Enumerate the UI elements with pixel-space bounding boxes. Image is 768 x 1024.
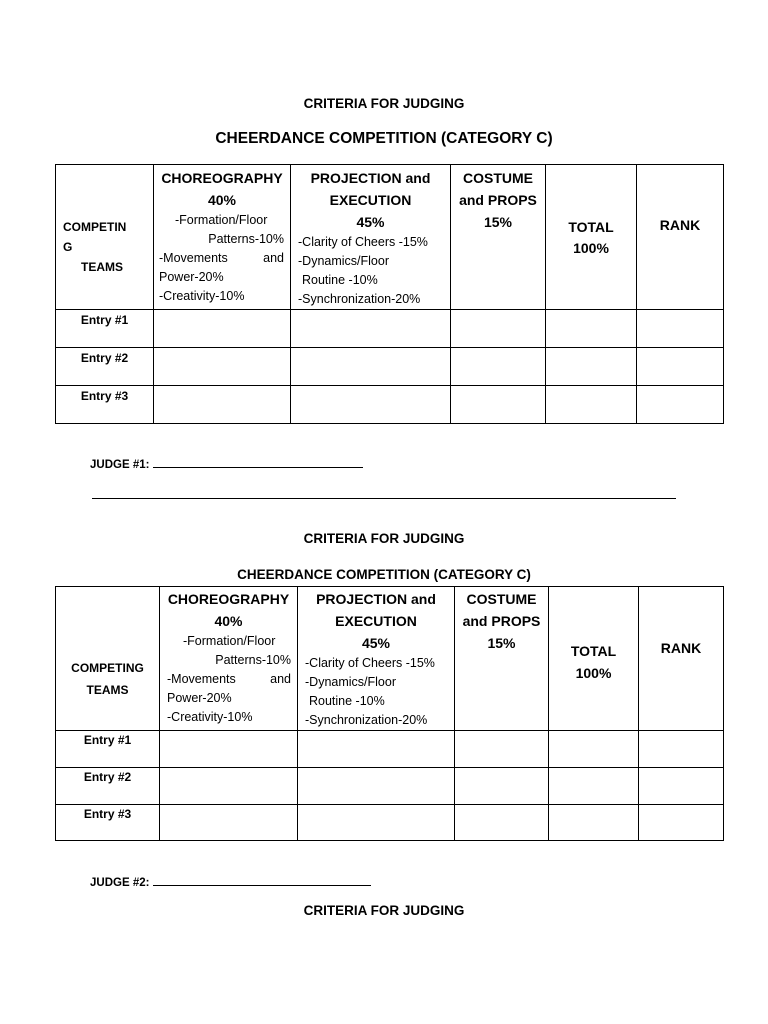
table-row xyxy=(56,731,724,768)
projection-title: PROJECTION and xyxy=(316,591,436,607)
rank-title: RANK xyxy=(660,640,702,656)
entry-label: Entry #1 xyxy=(56,731,160,768)
score-cell[interactable] xyxy=(154,348,291,386)
choreography-item: Patterns-10% xyxy=(215,653,291,667)
choreography-item: and xyxy=(263,251,284,265)
costume-title: COSTUME xyxy=(463,170,533,186)
choreography-header xyxy=(154,165,291,310)
projection-item: Routine -10% xyxy=(309,694,385,708)
competing-label-line2: TEAMS xyxy=(86,683,129,697)
choreography-title: CHOREOGRAPHY xyxy=(161,170,283,186)
score-cell[interactable] xyxy=(455,768,549,805)
choreography-weight: 40% xyxy=(214,613,243,629)
projection-header xyxy=(298,587,455,731)
total-header xyxy=(546,165,637,310)
choreography-item: -Formation/Floor xyxy=(183,634,276,648)
competing-label-line1: COMPETIN xyxy=(63,220,127,234)
choreography-item: Power-20% xyxy=(167,691,232,705)
total-title: TOTAL xyxy=(568,219,614,235)
choreography-item: Power-20% xyxy=(159,270,224,284)
score-cell[interactable] xyxy=(291,310,451,348)
entry-label: Entry #3 xyxy=(56,386,154,424)
choreography-item: -Formation/Floor xyxy=(175,213,268,227)
projection-weight: 45% xyxy=(356,214,385,230)
choreography-item: -Movements xyxy=(159,251,228,265)
judge-1-signature-line[interactable] xyxy=(90,456,363,471)
score-cell[interactable] xyxy=(637,348,724,386)
score-cell[interactable] xyxy=(154,386,291,424)
rank-header xyxy=(639,587,724,731)
costume-title: and PROPS xyxy=(462,613,541,629)
score-cell[interactable] xyxy=(291,386,451,424)
score-cell[interactable] xyxy=(639,731,724,768)
entry-label: Entry #2 xyxy=(56,348,154,386)
projection-item: -Clarity of Cheers -15% xyxy=(305,656,435,670)
costume-header xyxy=(455,587,549,731)
total-weight: 100% xyxy=(573,240,609,256)
projection-header xyxy=(291,165,451,310)
choreography-item: -Movements xyxy=(167,672,236,686)
projection-title: EXECUTION xyxy=(329,192,412,208)
section1-subheading: CHEERDANCE COMPETITION (CATEGORY C) xyxy=(215,130,553,147)
score-cell[interactable] xyxy=(451,310,546,348)
choreography-item: Patterns-10% xyxy=(208,232,284,246)
judge-1-label: JUDGE #1: xyxy=(90,459,150,471)
projection-item: -Clarity of Cheers -15% xyxy=(298,235,428,249)
score-cell[interactable] xyxy=(298,768,455,805)
projection-item: Routine -10% xyxy=(302,273,378,287)
rank-title: RANK xyxy=(659,217,701,233)
score-cell[interactable] xyxy=(639,768,724,805)
total-weight: 100% xyxy=(575,665,612,681)
score-cell[interactable] xyxy=(549,768,639,805)
choreography-item: and xyxy=(270,672,291,686)
score-cell[interactable] xyxy=(546,310,637,348)
projection-item: -Synchronization-20% xyxy=(305,713,428,727)
competing-label-line2: G xyxy=(63,240,73,254)
projection-item: -Synchronization-20% xyxy=(298,292,421,306)
score-cell[interactable] xyxy=(546,386,637,424)
section2-heading: CRITERIA FOR JUDGING xyxy=(303,531,465,546)
table-row xyxy=(56,805,724,841)
score-cell[interactable] xyxy=(549,731,639,768)
total-title: TOTAL xyxy=(570,643,617,659)
section1-heading: CRITERIA FOR JUDGING xyxy=(303,96,465,111)
choreography-weight: 40% xyxy=(207,192,237,208)
score-cell[interactable] xyxy=(637,386,724,424)
score-cell[interactable] xyxy=(639,805,724,841)
table-row xyxy=(56,386,724,424)
total-header xyxy=(549,587,639,731)
projection-title: PROJECTION and xyxy=(310,170,431,186)
entry-label: Entry #3 xyxy=(56,805,160,841)
score-cell[interactable] xyxy=(160,805,298,841)
choreography-title: CHOREOGRAPHY xyxy=(167,591,290,607)
score-cell[interactable] xyxy=(298,731,455,768)
choreography-item: -Creativity-10% xyxy=(167,710,253,724)
entry-label: Entry #1 xyxy=(56,310,154,348)
projection-item: -Dynamics/Floor xyxy=(305,675,396,689)
score-cell[interactable] xyxy=(451,386,546,424)
score-cell[interactable] xyxy=(455,731,549,768)
score-cell[interactable] xyxy=(546,348,637,386)
competing-teams-header xyxy=(56,165,154,310)
score-cell[interactable] xyxy=(451,348,546,386)
competing-label-line1: COMPETING xyxy=(71,661,144,675)
costume-title: COSTUME xyxy=(466,591,537,607)
costume-weight: 15% xyxy=(483,214,513,230)
score-cell[interactable] xyxy=(298,805,455,841)
table-row xyxy=(56,768,724,805)
table-row xyxy=(56,310,724,348)
score-cell[interactable] xyxy=(154,310,291,348)
score-cell[interactable] xyxy=(160,768,298,805)
choreography-item: -Creativity-10% xyxy=(159,289,245,303)
rank-header xyxy=(637,165,724,310)
judge-2-signature-line[interactable] xyxy=(90,874,371,889)
section-divider xyxy=(92,498,676,499)
score-cell[interactable] xyxy=(291,348,451,386)
section2-subheading: CHEERDANCE COMPETITION (CATEGORY C) xyxy=(237,567,531,582)
judge-2-label: JUDGE #2: xyxy=(90,877,150,889)
score-cell[interactable] xyxy=(160,731,298,768)
score-cell[interactable] xyxy=(637,310,724,348)
entry-label: Entry #2 xyxy=(56,768,160,805)
choreography-header xyxy=(160,587,298,731)
costume-title: and PROPS xyxy=(459,192,537,208)
competing-teams-header xyxy=(56,587,160,731)
competing-label-line3: TEAMS xyxy=(81,260,123,274)
projection-weight: 45% xyxy=(361,635,391,651)
criteria-table-2 xyxy=(55,586,724,841)
criteria-table-1 xyxy=(55,164,724,424)
score-cell[interactable] xyxy=(455,805,549,841)
costume-weight: 15% xyxy=(487,635,516,651)
projection-title: EXECUTION xyxy=(335,613,417,629)
score-cell[interactable] xyxy=(549,805,639,841)
costume-header xyxy=(451,165,546,310)
table-row xyxy=(56,348,724,386)
projection-item: -Dynamics/Floor xyxy=(298,254,389,268)
section3-heading: CRITERIA FOR JUDGING xyxy=(303,903,465,918)
